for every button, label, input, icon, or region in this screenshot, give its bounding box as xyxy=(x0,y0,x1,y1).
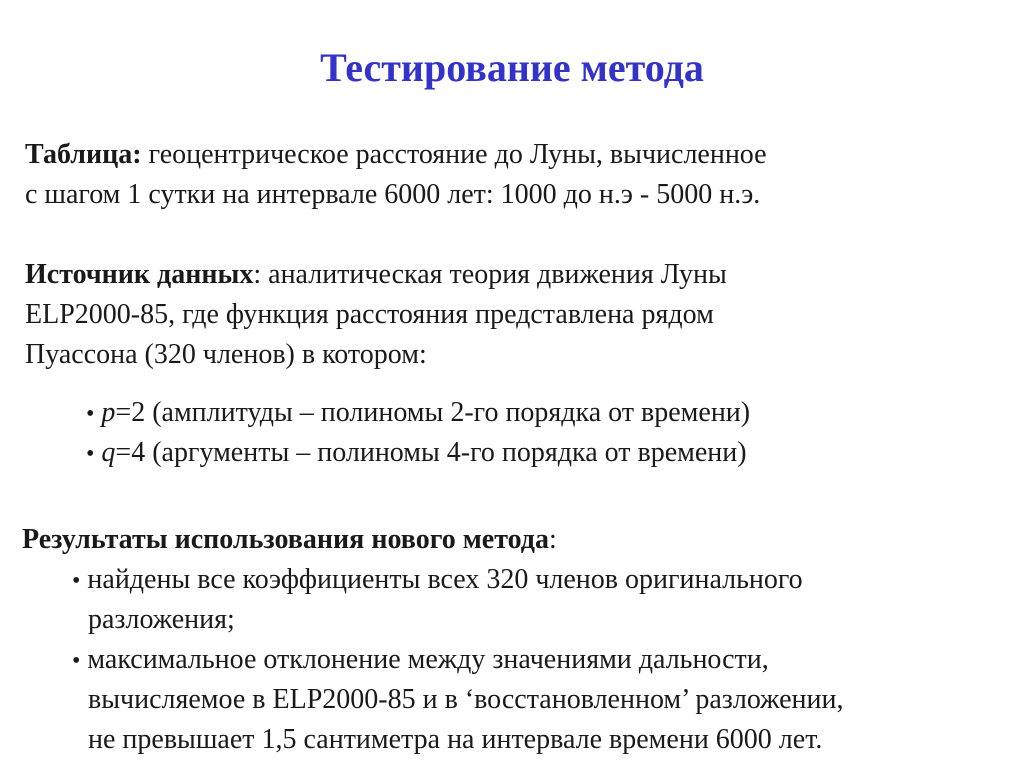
param-item-q xyxy=(86,433,750,473)
source-text-3: Пуассона (320 членов) в котором: xyxy=(25,339,427,370)
results-colon: : xyxy=(548,524,557,555)
results-item-2-line-2: вычисляемое в ELP2000-85 и в ‘восстановленном’ разложении, xyxy=(88,684,844,715)
source-line-1 xyxy=(25,255,727,295)
param-var-p: p xyxy=(101,397,116,428)
results-item-2 xyxy=(22,640,844,760)
param-eq-p: =2 xyxy=(115,397,146,428)
results-item-2-line-1: максимальное отклонение между значениями дальности, xyxy=(80,644,769,675)
results-item-1-line-2: разложения; xyxy=(88,604,235,635)
source-description xyxy=(25,255,727,375)
bullet-icon: • xyxy=(72,568,81,594)
table-text-2: с шагом 1 сутки на интервале 6000 лет: 1000 до н.э - 5000 н.э. xyxy=(25,179,761,210)
param-item-p xyxy=(86,393,750,433)
param-text-q: (аргументы – полиномы 4-го порядка от времени) xyxy=(145,437,747,468)
bullet-icon: • xyxy=(86,401,95,427)
table-line-1 xyxy=(25,135,767,175)
param-eq-q: =4 xyxy=(115,437,146,468)
results-item-2-line-3: не превышает 1,5 сантиметра на интервале времени 6000 лет. xyxy=(88,724,823,755)
bullet-icon: • xyxy=(86,441,95,467)
source-text-2: ELP2000-85, где функция расстояния представлена рядом xyxy=(25,299,714,330)
slide-title: Тестирование метода xyxy=(320,45,704,90)
table-label: Таблица: xyxy=(25,139,142,170)
source-text-1: : аналитическая теория движения Луны xyxy=(253,259,727,290)
table-text-1: геоцентрическое расстояние до Луны, вычисленное xyxy=(141,139,767,170)
table-description xyxy=(25,135,767,215)
results-label: Результаты использования нового метода xyxy=(22,524,549,555)
param-var-q: q xyxy=(101,437,116,468)
param-text-p: (амплитуды – полиномы 2-го порядка от времени) xyxy=(145,397,751,428)
results-item-1-line-1: найдены все коэффициенты всех 320 членов оригинального xyxy=(80,564,803,595)
parameters-list xyxy=(86,393,750,473)
results-item-1 xyxy=(22,560,844,640)
results-heading xyxy=(22,520,844,560)
results-section xyxy=(22,520,844,760)
source-label: Источник данных xyxy=(25,259,254,290)
bullet-icon: • xyxy=(72,648,81,674)
